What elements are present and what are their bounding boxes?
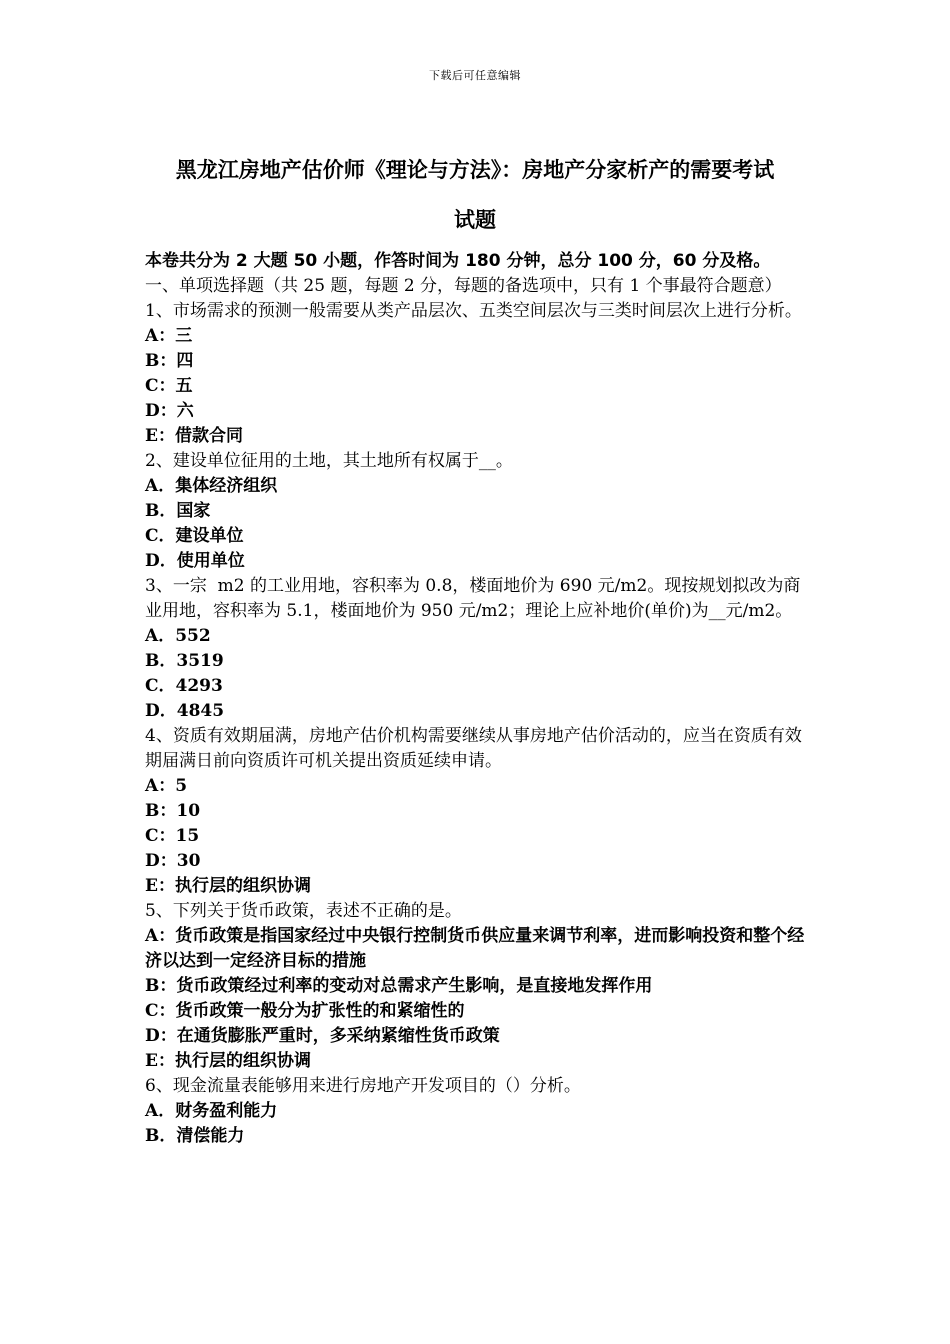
question-4	[145, 724, 810, 899]
option-c: C：15	[145, 826, 200, 846]
section-heading: 一、单项选择题（共 25 题，每题 2 分，每题的备选项中，只有 1 个事最符合题意）	[145, 276, 782, 296]
option-c: C．4293	[145, 676, 223, 696]
option-a: A．财务盈利能力	[145, 1101, 278, 1121]
question-5	[145, 899, 810, 1074]
question-6	[145, 1074, 810, 1149]
question-3	[145, 574, 810, 724]
question-1	[145, 299, 810, 449]
option-b: B．3519	[145, 651, 224, 671]
exam-summary: 本卷共分为 2 大题 50 小题，作答时间为 180 分钟，总分 100 分，60 分及格。	[145, 251, 771, 271]
question-stem: 2、建设单位征用的土地，其土地所有权属于__。	[145, 451, 513, 471]
question-stem: 1、市场需求的预测一般需要从类产品层次、五类空间层次与三类时间层次上进行分析。	[145, 301, 802, 321]
option-a: A．集体经济组织	[145, 476, 278, 496]
option-e: E：执行层的组织协调	[145, 1051, 311, 1071]
option-d: D：在通货膨胀严重时，多采纳紧缩性货币政策	[145, 1026, 500, 1046]
question-stem: 3、一宗 m2 的工业用地，容积率为 0.8，楼面地价为 690 元/m2。现按规划拟改为商业用地，容积率为 5.1，楼面地价为 950 元/m2；理论上应补地价(单价)为__元/m2。	[145, 576, 801, 621]
option-c: C．建设单位	[145, 526, 244, 546]
option-a: A：三	[145, 326, 193, 346]
page-header-note: 下载后可任意编辑	[429, 69, 521, 82]
option-c: C：五	[145, 376, 193, 396]
exam-content	[145, 249, 810, 1149]
option-b: B：10	[145, 801, 201, 821]
option-d: D．使用单位	[145, 551, 245, 571]
option-a: A：货币政策是指国家经过中央银行控制货币供应量来调节利率，进而影响投资和整个经济以达到一定经济目标的措施	[145, 926, 805, 971]
option-e: E：执行层的组织协调	[145, 876, 311, 896]
option-a: A．552	[145, 626, 211, 646]
option-d: D：六	[145, 401, 194, 421]
question-stem: 4、资质有效期届满，房地产估价机构需要继续从事房地产估价活动的，应当在资质有效期届满日前向资质许可机关提出资质延续申请。	[145, 726, 802, 771]
option-a: A：5	[145, 776, 188, 796]
document-title-line-2: 试题	[454, 208, 496, 232]
question-stem: 6、现金流量表能够用来进行房地产开发项目的（）分析。	[145, 1076, 581, 1096]
option-b: B．清偿能力	[145, 1126, 245, 1146]
option-e: E：借款合同	[145, 426, 243, 446]
option-b: B：货币政策经过利率的变动对总需求产生影响，是直接地发挥作用	[145, 976, 653, 996]
option-d: D．4845	[145, 701, 225, 721]
question-2	[145, 449, 810, 574]
document-title-line-1: 黑龙江房地产估价师《理论与方法》：房地产分家析产的需要考试	[175, 158, 775, 182]
option-b: B．国家	[145, 501, 211, 521]
option-c: C：货币政策一般分为扩张性的和紧缩性的	[145, 1001, 465, 1021]
option-b: B：四	[145, 351, 194, 371]
question-stem: 5、下列关于货币政策，表述不正确的是。	[145, 901, 462, 921]
option-d: D：30	[145, 851, 201, 871]
